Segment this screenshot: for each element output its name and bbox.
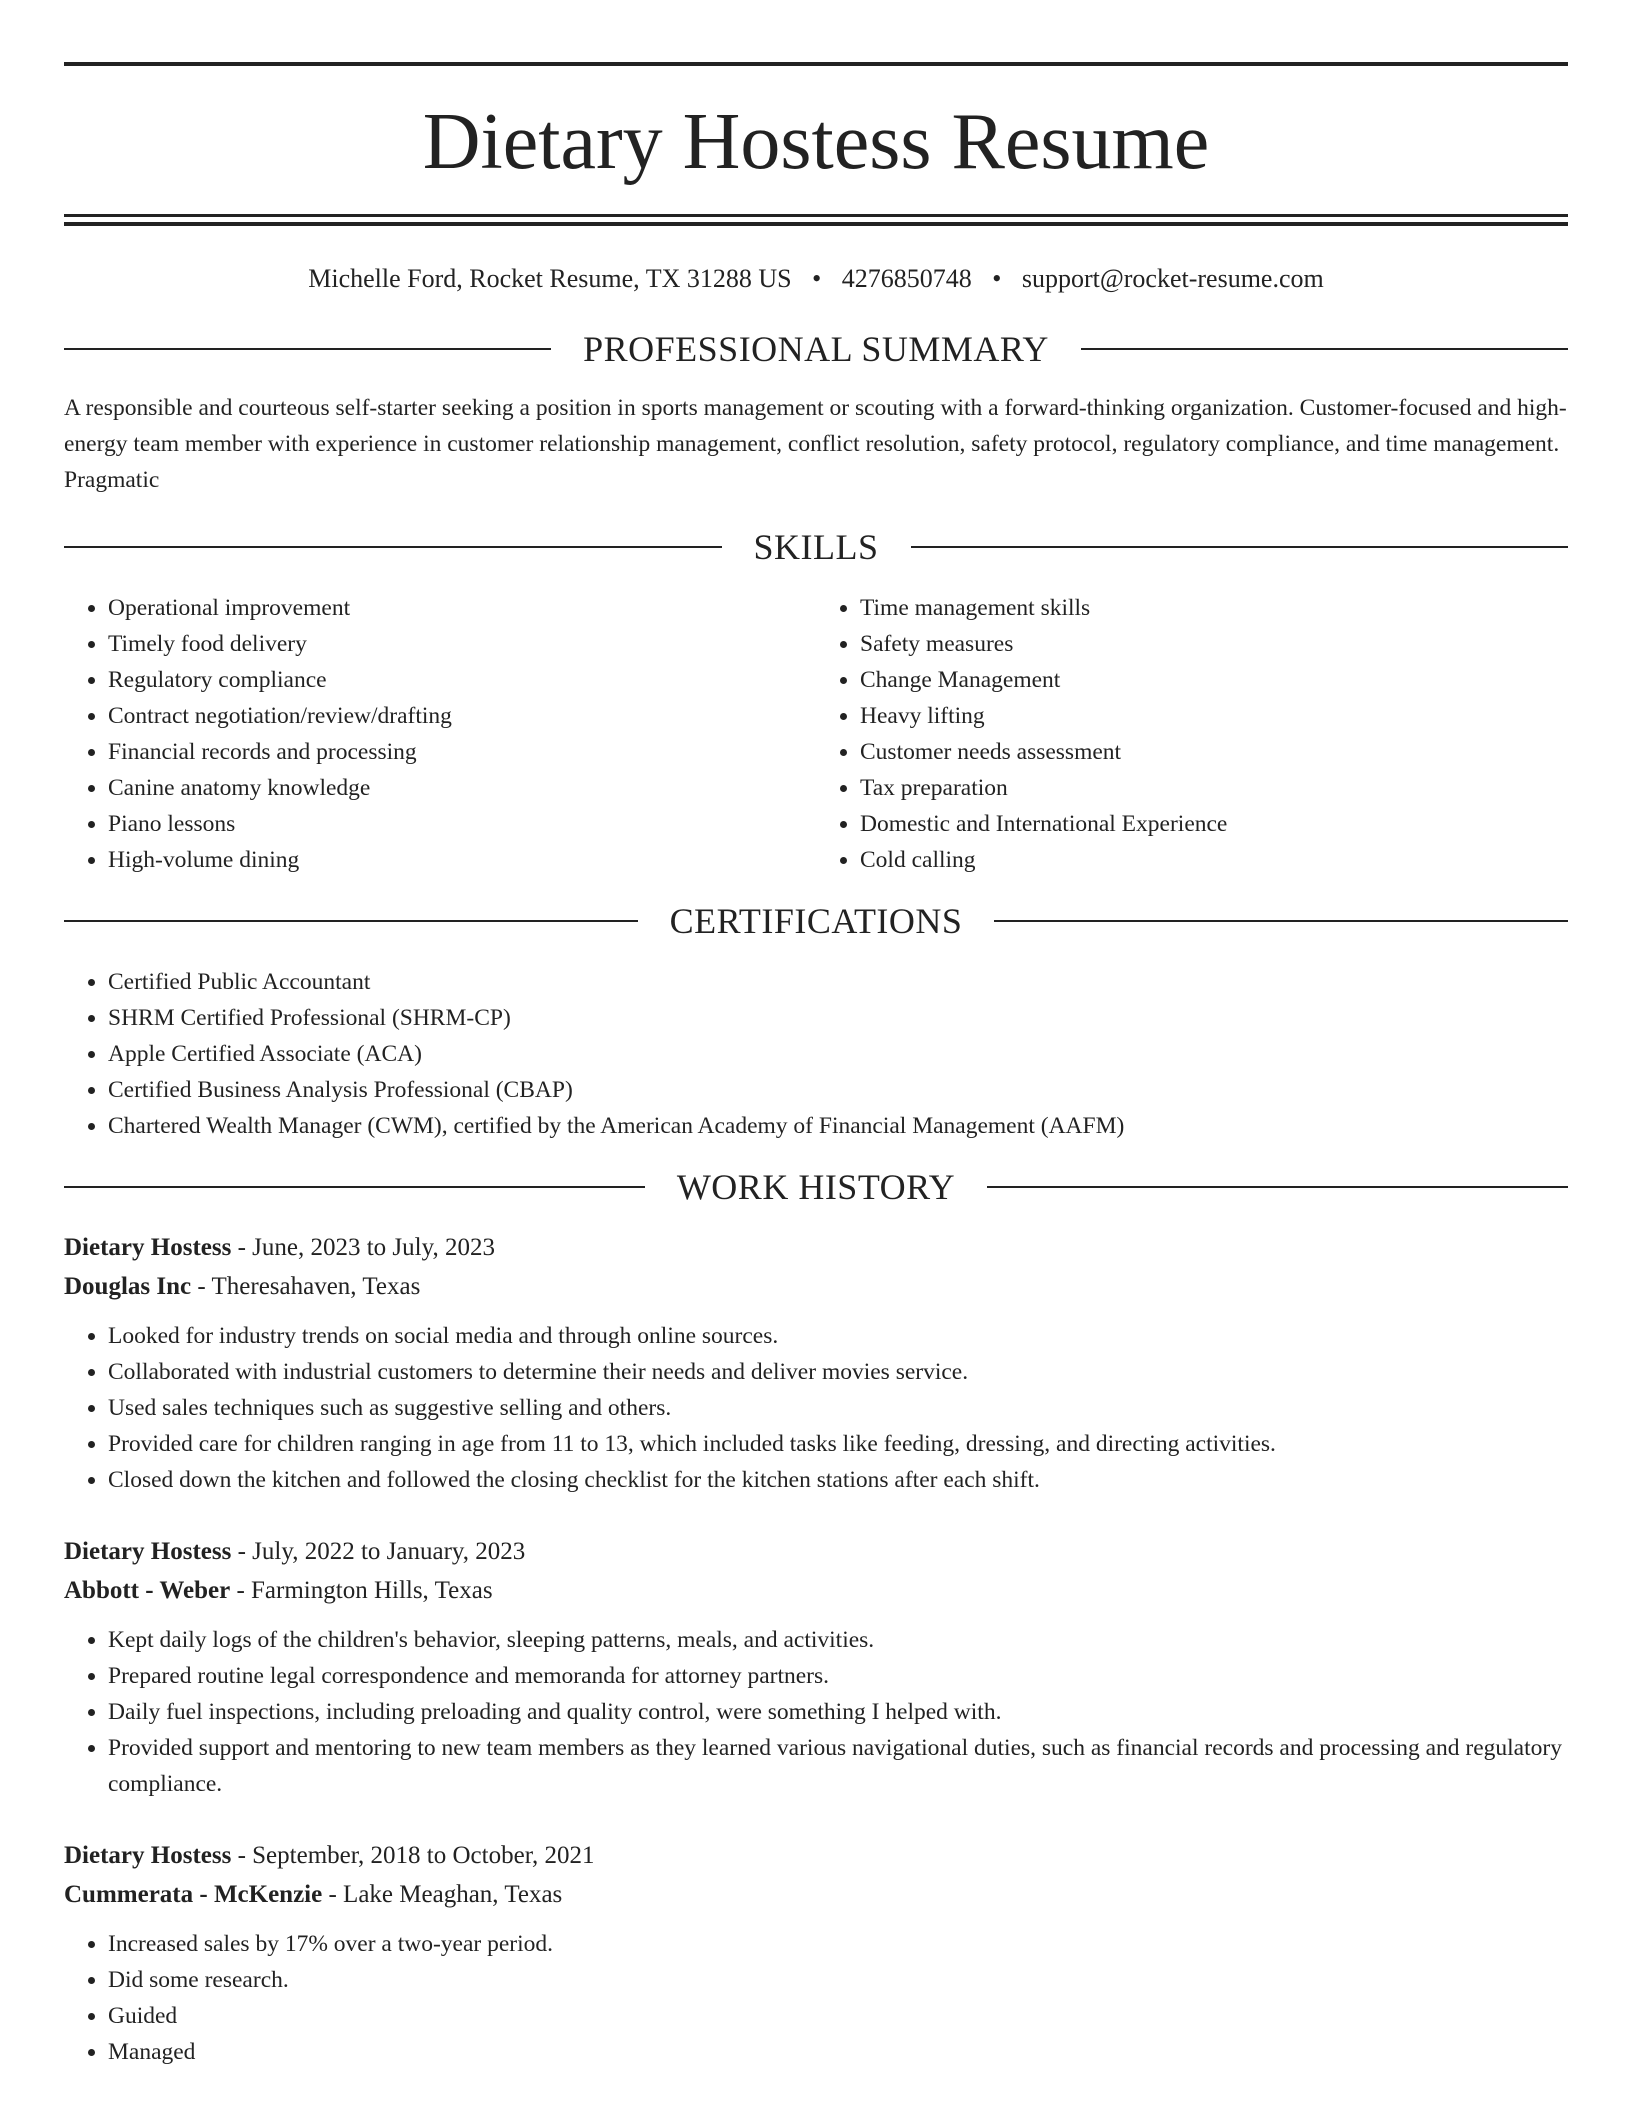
job-dates: - June, 2023 to July, 2023 — [231, 1234, 495, 1261]
job-bullet: • Provided care for children ranging in age from 11 to 13, which included tasks like feeding, dressing, and directing activities. — [108, 1426, 1568, 1462]
job-bullet: • Kept daily logs of the children's behavior, sleeping patterns, meals, and activities. — [108, 1622, 1568, 1658]
contact-email: support@rocket-resume.com — [1021, 264, 1324, 293]
job-entry — [64, 1228, 1568, 1498]
job-bullet: • Increased sales by 17% over a two-year period. — [108, 1926, 1568, 1962]
job-title: Dietary Hostess — [64, 1234, 232, 1261]
job-bullet: • Looked for industry trends on social media and through online sources. — [108, 1318, 1568, 1354]
job-bullets — [64, 1318, 1568, 1498]
skills-list-left — [64, 590, 816, 878]
job-location: - Farmington Hills, Texas — [230, 1577, 493, 1604]
heading-rule-left — [64, 1186, 645, 1188]
skills-list-right — [816, 590, 1568, 878]
heading-rule-right — [1081, 348, 1568, 350]
skill-item: • Tax preparation — [860, 770, 1568, 806]
certification-item: • Certified Public Accountant — [108, 964, 1568, 1000]
heading-rule-left — [64, 348, 551, 350]
job-dates: - September, 2018 to October, 2021 — [231, 1842, 595, 1869]
contact-separator: • — [992, 264, 1002, 293]
skill-item: • Cold calling — [860, 842, 1568, 878]
job-bullet: • Provided support and mentoring to new team members as they learned various navigational duties, such as financial records and processing and regulatory compliance. — [108, 1730, 1568, 1802]
contact-line — [64, 264, 1568, 294]
certification-item: • Chartered Wealth Manager (CWM), certified by the American Academy of Financial Management (AAFM) — [108, 1108, 1568, 1144]
resume-title: Dietary Hostess Resume — [422, 98, 1210, 186]
skill-item: • Contract negotiation/review/drafting — [108, 698, 816, 734]
title-double-rule — [64, 214, 1568, 226]
job-title-line — [64, 1228, 1568, 1267]
job-title-line — [64, 1836, 1568, 1875]
job-company-line — [64, 1267, 1568, 1306]
skills-heading-row — [64, 526, 1568, 568]
job-bullet: • Closed down the kitchen and followed the closing checklist for the kitchen stations after each shift. — [108, 1462, 1568, 1498]
job-company: Douglas Inc — [64, 1273, 192, 1300]
certification-item: • Apple Certified Associate (ACA) — [108, 1036, 1568, 1072]
skill-item: • Timely food delivery — [108, 626, 816, 662]
job-bullet: • Used sales techniques such as suggestive selling and others. — [108, 1390, 1568, 1426]
skill-item: • Safety measures — [860, 626, 1568, 662]
skill-item: • Heavy lifting — [860, 698, 1568, 734]
work-heading-row — [64, 1166, 1568, 1208]
skill-item: • Piano lessons — [108, 806, 816, 842]
contact-address: Michelle Ford, Rocket Resume, TX 31288 US — [308, 264, 792, 293]
skill-item: • Canine anatomy knowledge — [108, 770, 816, 806]
job-bullet: • Prepared routine legal correspondence and memoranda for attorney partners. — [108, 1658, 1568, 1694]
job-company: Abbott - Weber — [64, 1577, 231, 1604]
certifications-list — [64, 964, 1568, 1144]
skill-item: • Financial records and processing — [108, 734, 816, 770]
skills-heading: SKILLS — [753, 527, 879, 567]
job-company-line — [64, 1875, 1568, 1914]
contact-separator: • — [812, 264, 822, 293]
skill-item: • High-volume dining — [108, 842, 816, 878]
heading-rule-right — [911, 546, 1569, 548]
contact-phone: 4276850748 — [841, 264, 972, 293]
certification-item: • Certified Business Analysis Professional (CBAP) — [108, 1072, 1568, 1108]
job-title: Dietary Hostess — [64, 1842, 232, 1869]
job-bullet: • Did some research. — [108, 1962, 1568, 1998]
heading-rule-right — [994, 920, 1568, 922]
skill-item: • Customer needs assessment — [860, 734, 1568, 770]
job-bullet: • Daily fuel inspections, including preloading and quality control, were something I helped with. — [108, 1694, 1568, 1730]
work-heading: WORK HISTORY — [676, 1167, 956, 1207]
job-company-line — [64, 1571, 1568, 1610]
skill-item: • Domestic and International Experience — [860, 806, 1568, 842]
job-dates: - July, 2022 to January, 2023 — [231, 1538, 526, 1565]
certifications-heading: CERTIFICATIONS — [669, 901, 963, 941]
heading-rule-left — [64, 546, 722, 548]
job-location: - Lake Meaghan, Texas — [322, 1881, 563, 1908]
job-bullet: • Managed — [108, 2034, 1568, 2070]
skills-grid — [64, 590, 1568, 878]
heading-rule-right — [987, 1186, 1568, 1188]
job-company: Cummerata - McKenzie — [64, 1881, 323, 1908]
job-bullet: • Guided — [108, 1998, 1568, 2034]
job-location: - Theresahaven, Texas — [191, 1273, 421, 1300]
job-entry — [64, 1532, 1568, 1802]
summary-text: A responsible and courteous self-starter seeking a position in sports management or scouting with a forward-thinking organization. Customer-focused and high-energy team member with experience in customer relationship management, conflict resolution, safety protocol, regulatory compliance, and time management. Pragmatic — [64, 395, 1567, 493]
heading-rule-left — [64, 920, 638, 922]
summary-heading-row — [64, 328, 1568, 370]
job-bullet: • Collaborated with industrial customers to determine their needs and deliver movies service. — [108, 1354, 1568, 1390]
certifications-heading-row — [64, 900, 1568, 942]
job-bullets — [64, 1926, 1568, 2070]
certification-item: • SHRM Certified Professional (SHRM-CP) — [108, 1000, 1568, 1036]
skill-item: • Regulatory compliance — [108, 662, 816, 698]
skill-item: • Operational improvement — [108, 590, 816, 626]
summary-heading: PROFESSIONAL SUMMARY — [583, 329, 1049, 369]
skill-item: • Change Management — [860, 662, 1568, 698]
job-title: Dietary Hostess — [64, 1538, 232, 1565]
job-title-line — [64, 1532, 1568, 1571]
job-bullets — [64, 1622, 1568, 1802]
skill-item: • Time management skills — [860, 590, 1568, 626]
job-entry — [64, 1836, 1568, 2070]
